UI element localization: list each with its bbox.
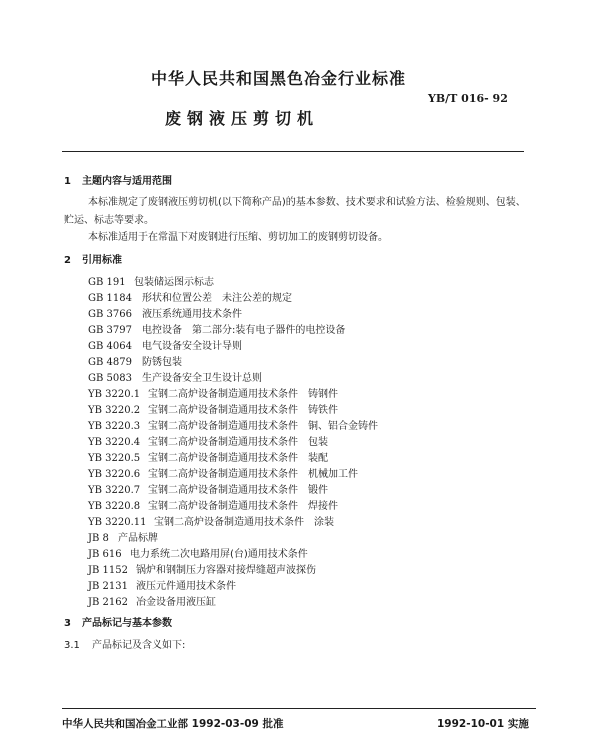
reference-title: 包装储运图示标志 [134,277,214,288]
section-2-heading [64,251,122,266]
section-1-paragraph-1-line-2: 贮运、标志等要求。 [64,215,154,226]
reference-item [88,577,236,592]
section-3-heading [64,614,172,629]
reference-title: 宝钢二高炉设备制造通用技术条件 包装 [148,437,328,448]
section-title: 主题内容与适用范围 [82,176,172,187]
subsection-3-1 [64,636,185,651]
reference-item [88,529,158,544]
reference-title: 宝钢二高炉设备制造通用技术条件 铸钢件 [148,389,338,400]
reference-title: 电力系统二次电路用屏(台)通用技术条件 [130,549,308,560]
reference-title: 液压系统通用技术条件 [142,309,242,320]
reference-item [88,417,378,432]
reference-title: 锅炉和钢制压力容器对接焊缝超声波探伤 [136,565,316,576]
reference-code: YB 3220.11 [88,517,147,528]
reference-item [88,433,328,448]
reference-code: YB 3220.1 [88,389,141,400]
subsection-number: 3.1 [64,640,80,651]
reference-title: 宝钢二高炉设备制造通用技术条件 锻件 [148,485,328,496]
reference-item [88,401,338,416]
reference-item [88,465,358,480]
reference-title: 宝钢二高炉设备制造通用技术条件 装配 [148,453,328,464]
section-1-paragraph-2: 本标准适用于在常温下对废钢进行压缩、剪切加工的废钢剪切设备。 [88,232,388,243]
section-number: 3 [64,618,71,629]
section-title: 引用标准 [82,255,122,266]
document-title: 废钢液压剪切机 [165,109,320,128]
reference-code: YB 3220.5 [88,453,141,464]
effective-date: 1992-10-01 实施 [437,718,529,730]
reference-code: YB 3220.8 [88,501,141,512]
section-number: 1 [64,176,71,187]
reference-code: GB 191 [88,277,126,288]
reference-title: 液压元件通用技术条件 [136,581,236,592]
reference-code: JB 2131 [88,581,128,592]
reference-item [88,513,334,528]
reference-title: 产品标牌 [118,533,158,544]
reference-code: JB 616 [88,549,122,560]
reference-code: JB 8 [88,533,109,544]
section-title: 产品标记与基本参数 [82,618,172,629]
reference-title: 电控设备 第二部分:装有电子器件的电控设备 [142,325,346,336]
reference-code: GB 3766 [88,309,132,320]
reference-item [88,449,328,464]
reference-title: 宝钢二高炉设备制造通用技术条件 涂装 [154,517,334,528]
reference-code: YB 3220.2 [88,405,141,416]
section-1-heading [64,172,172,187]
reference-item [88,497,338,512]
reference-code: JB 2162 [88,597,128,608]
reference-code: YB 3220.3 [88,421,141,432]
standard-number: YB/T 016- 92 [428,92,508,105]
reference-item [88,305,242,320]
reference-item [88,385,338,400]
reference-item [88,545,308,560]
reference-item [88,369,262,384]
reference-title: 宝钢二高炉设备制造通用技术条件 机械加工件 [148,469,358,480]
header-divider [62,151,524,152]
section-number: 2 [64,255,71,266]
reference-code: JB 1152 [88,565,128,576]
reference-item [88,481,328,496]
approval-statement: 中华人民共和国冶金工业部 1992-03-09 批准 [62,718,284,730]
reference-code: YB 3220.4 [88,437,141,448]
footer-divider [62,708,536,709]
reference-title: 电气设备安全设计导则 [142,341,242,352]
reference-item [88,593,216,608]
reference-title: 冶金设备用液压缸 [136,597,216,608]
reference-title: 形状和位置公差 未注公差的规定 [142,293,292,304]
section-1-paragraph-1-line-1: 本标准规定了废钢液压剪切机(以下简称产品)的基本参数、技术要求和试验方法、检验规则、包装、 [88,197,526,208]
reference-item [88,289,292,304]
reference-item [88,337,242,352]
reference-item [88,561,316,576]
reference-item [88,273,214,288]
reference-code: GB 1184 [88,293,132,304]
reference-item [88,353,182,368]
reference-title: 宝钢二高炉设备制造通用技术条件 铸铁件 [148,405,338,416]
reference-code: GB 3797 [88,325,132,336]
reference-code: GB 4064 [88,341,132,352]
reference-title: 防锈包装 [142,357,182,368]
reference-title: 宝钢二高炉设备制造通用技术条件 铜、铝合金铸件 [148,421,378,432]
reference-code: YB 3220.6 [88,469,141,480]
org-title: 中华人民共和国黑色冶金行业标准 [151,69,407,88]
reference-item [88,321,345,336]
reference-title: 生产设备安全卫生设计总则 [142,373,262,384]
reference-code: GB 4879 [88,357,132,368]
reference-code: YB 3220.7 [88,485,141,496]
reference-title: 宝钢二高炉设备制造通用技术条件 焊接件 [148,501,338,512]
subsection-text: 产品标记及含义如下: [92,640,186,651]
reference-code: GB 5083 [88,373,132,384]
